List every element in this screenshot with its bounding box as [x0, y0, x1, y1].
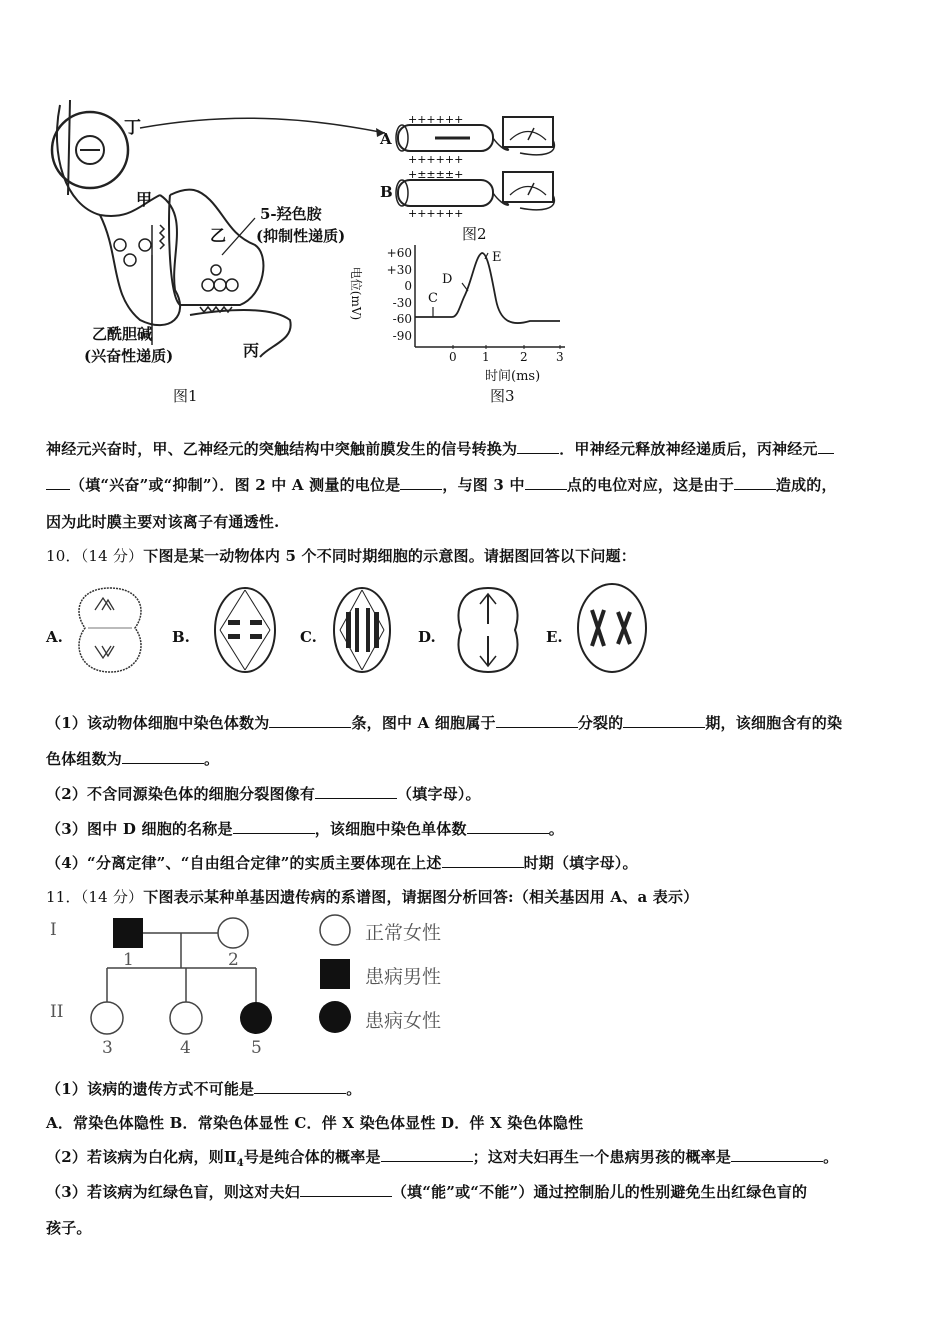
q11-sub2: [46, 1146, 838, 1169]
q10-sub1-c: 分裂的: [577, 714, 624, 732]
answer-blank[interactable]: [300, 1181, 392, 1197]
q10-cells: [40, 580, 680, 680]
legend-affected-female-symbol: [319, 1001, 351, 1033]
cell-label-c: C.: [300, 628, 317, 646]
q10-sub1-f: 。: [204, 750, 220, 768]
fig3-point-e: E: [492, 250, 502, 265]
svg-text:+±±±±+: +±±±±+: [408, 168, 464, 181]
q10-sub3-b: ，该细胞中染色单体数: [314, 820, 467, 838]
label-5ht-note: (抑制性递质): [256, 227, 346, 245]
q10-cell-diagrams: [40, 580, 680, 680]
q9-line2: [46, 474, 837, 495]
answer-blank[interactable]: [315, 783, 397, 799]
q10-sub1-line1: [46, 712, 842, 733]
y-tick: -90: [392, 328, 412, 343]
fig3-y-label: 电位(mV): [349, 266, 364, 321]
q10-sub2-a: （2）不含同源染色体的细胞分裂图像有: [46, 785, 316, 803]
q11-options-text: A．常染色体隐性 B．常染色体显性 C．伴 X 染色体显性 D．伴 X 染色体隐性: [46, 1114, 584, 1132]
y-tick: +60: [386, 246, 412, 260]
q11-sub2-subscript: 4: [236, 1158, 244, 1169]
ind-label-4: 4: [180, 1038, 191, 1058]
answer-blank[interactable]: [467, 818, 549, 834]
q11-sub3-c: 孩子。: [46, 1219, 92, 1237]
fig2-electrode-b: [396, 168, 554, 220]
q10-sub4-a: （4）“分离定律”、“自由组合定律”的实质主要体现在上述: [46, 854, 442, 872]
answer-blank[interactable]: [496, 712, 578, 728]
q11-sub2-b: 号是纯合体的概率是: [243, 1148, 381, 1166]
q9-line2-a: （填“兴奋”或“抑制”）．图 2 中 A 测量的电位是: [70, 476, 401, 494]
figure1-caption: 图1: [173, 387, 198, 405]
fig3-x-tick: 2: [520, 350, 528, 364]
ind-label-3: 3: [102, 1038, 113, 1058]
q9-line1-b: ．甲神经元释放神经递质后，丙神经元: [559, 440, 818, 458]
legend-affected-female: 患病女性: [365, 1010, 442, 1032]
q9-line3-text: 因为此时膜主要对该离子有通透性.: [46, 513, 280, 531]
individual-ii4: [170, 1002, 202, 1034]
answer-blank[interactable]: [525, 474, 567, 490]
y-tick: +30: [386, 262, 412, 277]
q10-sub1-e: 色体组数为: [46, 750, 123, 768]
q10-sub1-d: 期，该细胞含有的染: [705, 714, 843, 732]
q10-sub2-b: （填字母）。: [397, 785, 481, 803]
fig3-x-label: 时间(ms): [485, 369, 541, 384]
answer-blank[interactable]: [731, 1146, 823, 1162]
q10-sub3-a: （3）图中 D 细胞的名称是: [46, 820, 233, 838]
q11-sub3-line2: [46, 1217, 92, 1238]
q11-sub2-d: 。: [823, 1148, 839, 1166]
q10-stem: [46, 545, 636, 566]
fig3-point-c: C: [428, 291, 438, 306]
cell-label-b: B.: [172, 628, 190, 646]
legend-normal-female-symbol: [320, 915, 350, 945]
individual-ii3: [91, 1002, 123, 1034]
svg-text:++++++: ++++++: [408, 153, 464, 166]
y-tick: 0: [404, 279, 412, 293]
answer-blank[interactable]: [517, 438, 559, 454]
q10-sub3-c: 。: [548, 820, 564, 838]
q11-stem: [46, 886, 698, 907]
q10-sub4-b: 时期（填字母）。: [523, 854, 638, 872]
q10-sub2: [46, 783, 481, 804]
legend-affected-male-symbol: [320, 959, 350, 989]
q11-sub3-a: （3）若该病为红绿色盲，则这对夫妇: [46, 1183, 300, 1201]
answer-blank[interactable]: [254, 1078, 346, 1094]
q11-stem-text: 下图表示某种单基因遗传病的系谱图，请据图分析回答:（相关基因用 A、a 表示）: [143, 888, 699, 906]
label-ach: 乙酰胆碱: [92, 325, 153, 343]
q11-sub3-b: （填“能”或“不能”）通过控制胎儿的性别避免生出红绿色盲的: [391, 1183, 808, 1201]
fig3-x-tick: 3: [556, 350, 564, 364]
q10-sub1-a: （1）该动物体细胞中染色体数为: [46, 714, 270, 732]
q10-sub1-line2: [46, 748, 219, 769]
label-5ht: 5-羟色胺: [260, 205, 322, 223]
q9-line2-d: 造成的，: [775, 476, 837, 494]
q10-score: （14 分）: [80, 547, 144, 565]
q11-sub1-a: （1）该病的遗传方式不可能是: [46, 1080, 255, 1098]
individual-i1: [113, 918, 143, 948]
q11-number: 11．: [46, 888, 81, 906]
answer-blank[interactable]: [269, 712, 351, 728]
answer-blank[interactable]: [818, 438, 834, 454]
answer-blank[interactable]: [381, 1146, 473, 1162]
q11-score: （14 分）: [80, 888, 144, 906]
figure2-caption: 图2: [462, 225, 487, 243]
q11-sub1: [46, 1078, 361, 1099]
q11-sub2-c: ；这对夫妇再生一个患病男孩的概率是: [472, 1148, 732, 1166]
label-jia: 甲: [136, 190, 153, 209]
q9-line2-b: ，与图 3 中: [442, 476, 525, 494]
answer-blank[interactable]: [734, 474, 776, 490]
fig3-x-tick: 1: [482, 350, 490, 364]
q10-sub3: [46, 818, 564, 839]
cell-label-d: D.: [418, 628, 436, 646]
fig2-label-a: A: [380, 130, 392, 148]
fig3-y-ticks: [380, 245, 412, 344]
individual-i2: [218, 918, 248, 948]
individual-ii5: [240, 1002, 272, 1034]
answer-blank[interactable]: [442, 852, 524, 868]
ind-label-1: 1: [123, 950, 134, 970]
ind-label-2: 2: [228, 950, 239, 970]
cell-label-e: E.: [546, 628, 563, 646]
q9-line3: [46, 511, 279, 532]
q9-line2-c: 点的电位对应，这是由于: [566, 476, 734, 494]
q9-line1-a: 神经元兴奋时，甲、乙神经元的突触结构中突触前膜发生的信号转换为: [46, 440, 518, 458]
figure3-caption: 图3: [490, 387, 515, 405]
fig2-label-b: B: [380, 183, 393, 201]
y-tick: -60: [392, 312, 412, 326]
q11-sub1-b: 。: [346, 1080, 362, 1098]
label-ach-note: (兴奋性递质): [84, 347, 174, 365]
pedigree: [40, 910, 500, 1060]
y-tick: -30: [392, 295, 412, 310]
figure-block: [40, 95, 620, 415]
answer-blank[interactable]: [233, 818, 315, 834]
svg-text:++++++: ++++++: [408, 207, 464, 220]
answer-blank[interactable]: [623, 712, 705, 728]
gen-label-1: I: [50, 920, 57, 940]
legend-normal-female: 正常女性: [365, 922, 442, 944]
gen-label-2: II: [50, 1002, 64, 1022]
answer-blank[interactable]: [46, 474, 70, 490]
fig2-electrode-a: [396, 113, 554, 166]
q11-options: [46, 1112, 583, 1133]
q11-sub3-line1: [46, 1181, 807, 1202]
fig3-point-d: D: [442, 272, 453, 287]
q11-sub2-a: （2）若该病为白化病，则Ⅱ: [46, 1148, 237, 1166]
label-bing: 丙: [243, 341, 260, 360]
svg-text:++++++: ++++++: [408, 113, 464, 126]
q10-sub1-b: 条，图中 A 细胞属于: [351, 714, 496, 732]
q9-line1: [46, 438, 834, 459]
q10-sub4: [46, 852, 638, 873]
label-ding: 丁: [124, 118, 141, 138]
q10-stem-text: 下图是某一动物体内 5 个不同时期细胞的示意图。请据图回答以下问题：: [143, 547, 636, 565]
cell-label-a: A.: [46, 628, 63, 646]
legend-affected-male: 患病男性: [365, 966, 442, 988]
ind-label-5: 5: [251, 1038, 262, 1058]
q10-number: 10．: [46, 547, 81, 565]
answer-blank[interactable]: [400, 474, 442, 490]
answer-blank[interactable]: [122, 748, 204, 764]
fig3-x-tick: 0: [449, 350, 457, 364]
label-yi: 乙: [210, 226, 227, 245]
